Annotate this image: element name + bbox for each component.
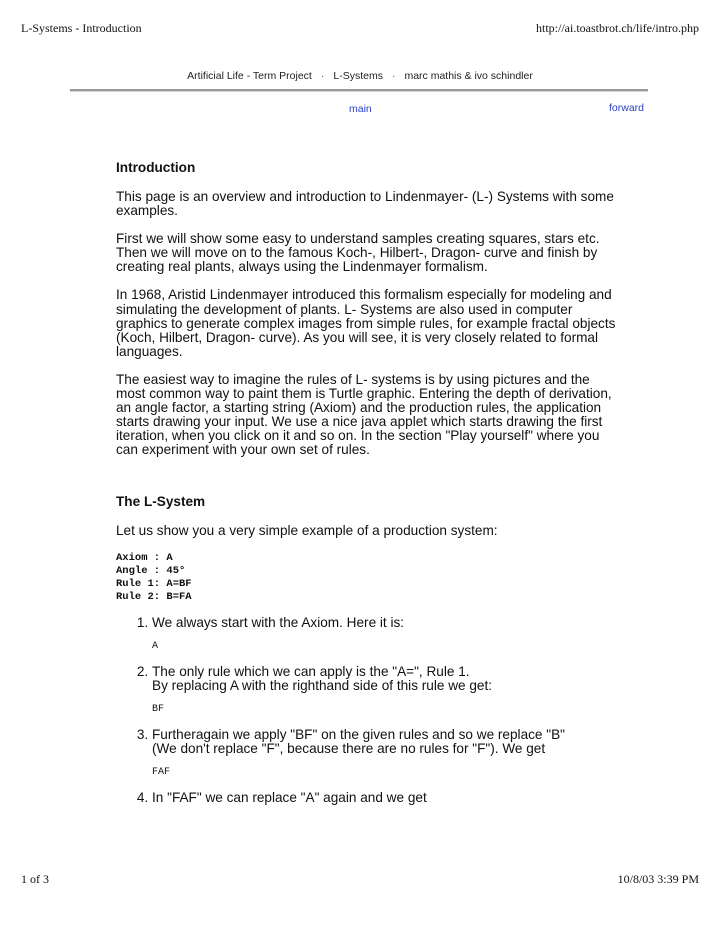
main-link[interactable]: main [349, 103, 372, 115]
step-output: A [152, 640, 159, 652]
print-datetime: 10/8/03 3:39 PM [617, 872, 699, 886]
print-page-title: L-Systems - Introduction [21, 21, 142, 35]
production-rules-code: Axiom : A Angle : 45° Rule 1: A=BF Rule 2: B=FA [116, 551, 192, 603]
intro-paragraph: First we will show some easy to understand samples creating squares, stars etc. Then we will move on to the famous Koch-, Hilbert-, Dragon- curve and finish by creating real plants, always using the Lindenmayer formalism. [116, 231, 600, 275]
page-count: 1 of 3 [21, 872, 49, 886]
step-text: (We don't replace "F", because there are no rules for "F"). We get [152, 740, 546, 756]
step-output: BF [152, 703, 165, 715]
intro-heading: Introduction [116, 160, 196, 175]
derivation-step [152, 728, 616, 779]
section-title: L-Systems [333, 70, 383, 82]
derivation-steps [116, 616, 616, 806]
nav-separator: · [320, 70, 325, 82]
intro-paragraph: In 1968, Aristid Lindenmayer introduced this formalism especially for modeling and simulating the development of plants. L- Systems are also used in computer graphics to generate complex images from simple rules, for example fractal objects (Koch, Hilbert, Dragon- curve). As you will see, it is very closely related to formal languages. [116, 287, 616, 359]
print-page-url: http://ai.toastbrot.ch/life/intro.php [536, 21, 699, 35]
step-text: By replacing A with the righthand side of this rule we get: [152, 677, 493, 693]
forward-link[interactable]: forward [609, 102, 645, 114]
step-text: 3. Furtheragain we apply "BF" on the given rules and so we replace "B" [152, 726, 565, 742]
article [116, 160, 616, 817]
header-divider [70, 89, 648, 92]
project-title: Artificial Life - Term Project [187, 70, 312, 82]
step-text: 4. In "FAF" we can replace "A" again and we get [152, 790, 427, 806]
derivation-step [152, 791, 616, 805]
step-text: 1. We always start with the Axiom. Here it is: [152, 614, 405, 630]
step-output: FAF [152, 767, 171, 779]
nav-separator: · [391, 70, 396, 82]
derivation-step [152, 665, 616, 716]
authors: marc mathis & ivo schindler [404, 70, 533, 82]
step-text: 2. The only rule which we can apply is the "A=", Rule 1. [152, 663, 470, 679]
derivation-step [152, 616, 616, 653]
lsystem-lead: Let us show you a very simple example of a production system: [116, 522, 498, 538]
print-header [21, 21, 699, 37]
lsystem-heading: The L-System [116, 493, 206, 509]
site-nav [0, 70, 720, 82]
intro-paragraph: This page is an overview and introduction to Lindenmayer- (L-) Systems with some examples. [116, 189, 614, 219]
intro-paragraph: The easiest way to imagine the rules of L- systems is by using pictures and the most common way to paint them is Turtle graphic. Entering the depth of derivation, an angle factor, a starting string (Axiom) and the production rules, the application starts drawing your input. We use a nice java applet which starts drawing the first iteration, when you click on it and so on. In the section "Play yourself" where you can experiment with your own set of rules. [116, 371, 612, 458]
